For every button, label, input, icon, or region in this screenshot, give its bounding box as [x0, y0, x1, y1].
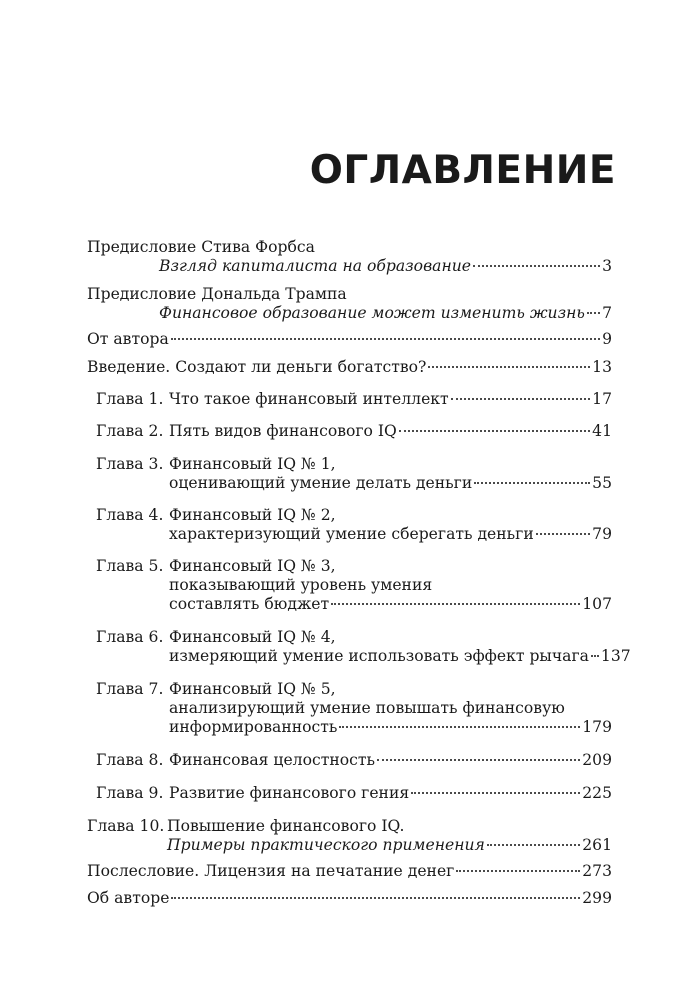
page-number: 13 — [592, 358, 612, 376]
toc-entry-title: Предисловие Дональда Трампа — [87, 285, 347, 303]
page-number: 261 — [582, 836, 612, 854]
toc-entry-title-cont: оценивающий умение делать деньги — [169, 474, 473, 492]
toc-entry-title: Финансовый IQ № 5, — [169, 680, 336, 698]
toc-entry-foreword-forbes[interactable] — [87, 238, 612, 276]
toc-entry-subtitle: Взгляд капиталиста на образование — [159, 257, 471, 275]
dot-leader — [411, 792, 580, 794]
toc-entry-chapter-1[interactable] — [87, 390, 612, 409]
chapter-label: Глава 10. — [87, 817, 165, 835]
dot-leader — [474, 482, 590, 484]
dot-leader — [591, 655, 599, 657]
page-number: 9 — [602, 330, 612, 348]
page-number: 17 — [592, 390, 612, 408]
toc-entry-title: Финансовый IQ № 4, — [169, 628, 336, 646]
table-of-contents — [87, 238, 631, 908]
toc-entry-title: Введение. Создают ли деньги богатство? — [87, 358, 427, 376]
page-number: 179 — [582, 718, 612, 736]
toc-entry-afterword[interactable] — [87, 862, 612, 881]
toc-entry-title-cont: показывающий уровень умения — [169, 576, 433, 594]
dot-leader — [339, 726, 580, 728]
toc-entry-title-cont: измеряющий умение использовать эффект рычага — [169, 647, 589, 665]
chapter-label: Глава 7. — [96, 680, 164, 698]
page-title: ОГЛАВЛЕНИЕ — [309, 148, 616, 193]
toc-entry-chapter-6[interactable] — [87, 628, 631, 666]
dot-leader — [456, 870, 580, 872]
dot-leader — [451, 398, 590, 400]
dot-leader — [171, 897, 580, 899]
toc-entry-chapter-10[interactable] — [87, 817, 612, 855]
toc-entry-title-cont: анализирующий умение повышать финансовую — [169, 699, 565, 717]
page-number: 209 — [582, 751, 612, 769]
toc-entry-title: Финансовый IQ № 1, — [169, 455, 336, 473]
dot-leader — [399, 430, 590, 432]
toc-entry-title: Предисловие Стива Форбса — [87, 238, 315, 256]
toc-entry-title-cont: характеризующий умение сберегать деньги — [169, 525, 534, 543]
toc-entry-chapter-4[interactable] — [87, 506, 612, 544]
chapter-label: Глава 9. — [96, 784, 164, 802]
chapter-label: Глава 1. — [96, 390, 164, 408]
toc-entry-chapter-2[interactable] — [87, 422, 612, 441]
toc-entry-title: От автора — [87, 330, 169, 348]
page-number: 107 — [582, 595, 612, 613]
chapter-label: Глава 2. — [96, 422, 164, 440]
toc-entry-subtitle: Финансовое образование может изменить жизнь — [159, 304, 585, 322]
page-number: 41 — [592, 422, 612, 440]
toc-entry-foreword-trump[interactable] — [87, 285, 612, 323]
toc-entry-introduction[interactable] — [87, 358, 612, 377]
page-number: 55 — [592, 474, 612, 492]
page-number: 3 — [602, 257, 612, 275]
page-number: 299 — [582, 889, 612, 907]
toc-entry-title: Что такое финансовый интеллект — [169, 390, 449, 408]
dot-leader — [487, 844, 580, 846]
toc-entry-from-author[interactable] — [87, 330, 612, 349]
toc-entry-title: Финансовая целостность — [169, 751, 375, 769]
dot-leader — [428, 366, 590, 368]
toc-entry-title: Об авторе — [87, 889, 170, 907]
dot-leader — [473, 265, 600, 267]
page-number: 7 — [602, 304, 612, 322]
toc-entry-title: Повышение финансового IQ. — [167, 817, 405, 835]
toc-entry-title: Развитие финансового гения — [169, 784, 410, 802]
chapter-label: Глава 8. — [96, 751, 164, 769]
toc-entry-title: Послесловие. Лицензия на печатание денег — [87, 862, 455, 880]
dot-leader — [377, 759, 580, 761]
toc-entry-chapter-8[interactable] — [87, 751, 612, 770]
toc-entry-chapter-9[interactable] — [87, 784, 612, 803]
page-number: 79 — [592, 525, 612, 543]
dot-leader — [587, 312, 600, 314]
chapter-label: Глава 3. — [96, 455, 164, 473]
chapter-label: Глава 6. — [96, 628, 164, 646]
page-number: 273 — [582, 862, 612, 880]
toc-entry-title: Финансовый IQ № 2, — [169, 506, 336, 524]
page-number: 225 — [582, 784, 612, 802]
toc-entry-chapter-7[interactable] — [87, 680, 612, 737]
dot-leader — [171, 338, 600, 340]
chapter-label: Глава 4. — [96, 506, 164, 524]
toc-entry-title-cont: составлять бюджет — [169, 595, 330, 613]
toc-entry-title: Пять видов финансового IQ — [169, 422, 397, 440]
toc-entry-about-author[interactable] — [87, 889, 612, 908]
toc-entry-chapter-5[interactable] — [87, 557, 612, 614]
toc-entry-title-cont: информированность — [169, 718, 338, 736]
toc-entry-subtitle: Примеры практического применения — [167, 836, 485, 854]
dot-leader — [331, 603, 580, 605]
dot-leader — [536, 533, 590, 535]
chapter-label: Глава 5. — [96, 557, 164, 575]
page-number: 137 — [600, 647, 631, 665]
toc-entry-chapter-3[interactable] — [87, 455, 612, 493]
toc-entry-title: Финансовый IQ № 3, — [169, 557, 336, 575]
